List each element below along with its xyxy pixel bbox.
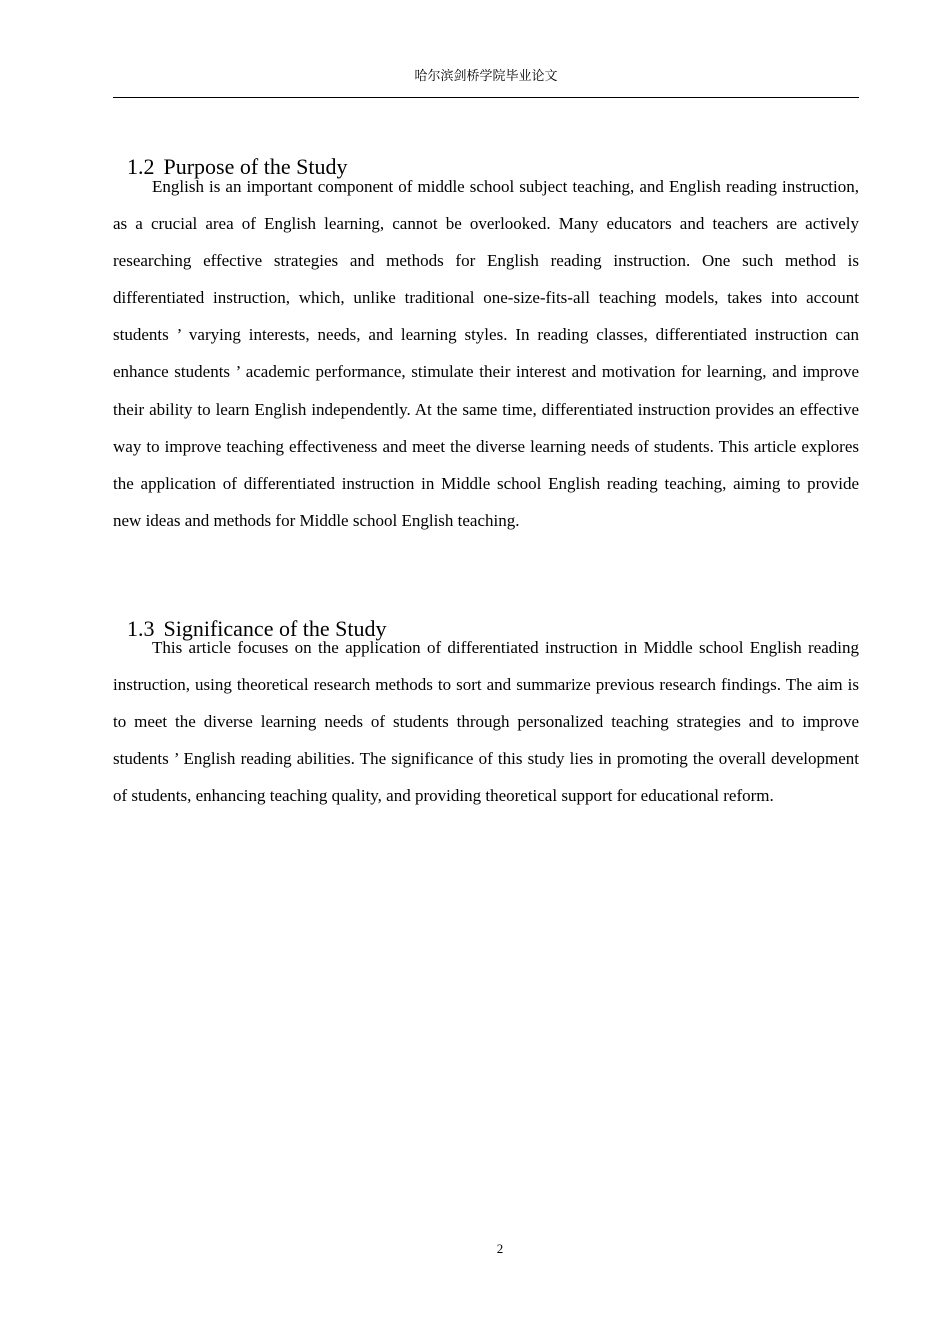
purpose-paragraph: English is an important component of middle school subject teaching, and English reading instruction, as a crucial area of English learning, cannot be overlooked. Many educators and teachers are actively researching effective strategies and methods for English reading instruction. One such method is differentiated instruction, which, unlike traditional one-size-fits-all teaching models, takes into account students ’ varying interests, needs, and learning styles. In reading classes, differentiated instruction can enhance students ’ academic performance, stimulate their interest and motivation for learning, and improve their ability to learn English independently. At the same time, differentiated instruction provides an effective way to improve teaching effectiveness and meet the diverse learning needs of students. This article explores the application of differentiated instruction in Middle school English reading teaching, aiming to provide new ideas and methods for Middle school English teaching. xyxy=(113,177,859,530)
section-number: 1.2 xyxy=(127,154,155,179)
header-title: 哈尔滨剑桥学院毕业论文 xyxy=(414,68,558,83)
page-header xyxy=(113,66,859,98)
section-number: 1.3 xyxy=(127,616,155,641)
section-title: Significance of the Study xyxy=(163,616,387,641)
section-title: Purpose of the Study xyxy=(163,154,348,179)
page-number: 2 xyxy=(496,1241,504,1256)
significance-paragraph: This article focuses on the application of differentiated instruction in Middle school English reading instruction, using theoretical research methods to sort and summarize previous research findings. The aim is to meet the diverse learning needs of students through personalized teaching strategies and to improve students ’ English reading abilities. The significance of this study lies in promoting the overall development of students, enhancing teaching quality, and providing theoretical support for educational reform. xyxy=(113,638,859,806)
